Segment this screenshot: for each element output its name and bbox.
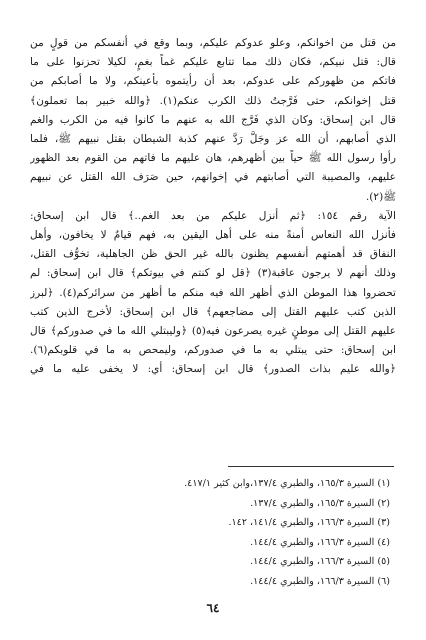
footnote: (١) السيرة ١٦٥/٣، والطبري ١٣٧/٤،وابن كثير ٤١٧/١. xyxy=(184,478,390,489)
footnote: (٥) السيرة ١٦٦/٣، والطبري ١٤٤/٤. xyxy=(250,556,390,567)
text-line: فاتكم من ظهوركم على عدوكم، بعد أن رأيتموه بأعينكم، ولا ما أصابكم من xyxy=(30,75,396,88)
text-line: تحضروا هذا الموطن الذي أظهر الله فيه منكم ما أظهر من سرائركم(٤). ﴿لبرز xyxy=(30,286,396,299)
footnote: (٦) السيرة ١٦٦/٣، والطبري ١٤٤/٤. xyxy=(250,575,390,587)
text-line: الذي أصابهم، أن الله عز وجَلَّ رَدَّ عنهم كذبة الشيطان بقتل نبيهم ﷺ، فلما xyxy=(30,133,396,146)
footnote-divider xyxy=(228,466,394,467)
text-line: قال: قتل نبيكم، فكان ذلك مما تتابع عليكم غماً بغمٍ، لكيلا تحزنوا على ما xyxy=(30,56,396,69)
main-text xyxy=(30,34,396,380)
footnotes xyxy=(30,474,390,591)
footnote: (٢) السيرة ١٦٥/٣، والطبري ١٣٧/٤. xyxy=(250,497,390,509)
text-line: عليهم، والمصيبة التي أصابتهم في إخوانهم، حين صَرَف الله القتل عن نبيهم xyxy=(30,171,396,184)
text-line: من قتل من اخوانكم، وعلو عدوكم عليكم، وبما وقع في أنفسكم من قولٍ من xyxy=(30,37,396,49)
text-line: ﷺ(٢). xyxy=(365,190,396,203)
text-line: ابن إسحاق: حتى يبتلي به ما في صدوركم، وليمحص به ما في قلوبكم(٦). xyxy=(30,344,396,357)
text-line: رأوا رسول الله ﷺ حياً بين أظهرهم، هان عليهم ما فاتهم من القوم بعد الظهور xyxy=(30,152,396,165)
page-number: ٦٤ xyxy=(206,601,220,615)
text-line: الآية رقم ١٥٤: ﴿ثم أنزل عليكم من بعد الغم..﴾ قال ابن إسحاق: xyxy=(30,209,396,222)
footnote: (٣) السيرة ١٦٦/٣، والطبري ١٤١/٤، ١٤٢. xyxy=(228,517,390,528)
text-line: فأنزل الله النعاس أمنةً منه على أهل اليقين به، فهم قيامٌ لا يخافون، وأهل xyxy=(30,229,396,242)
text-line: عليهم القتل إلى موطنٍ غيره يصرعون فيه(٥) ﴿وليبتلي الله ما في صدوركم﴾ قال xyxy=(30,325,396,338)
text-line: ﴿والله عليم بذات الصدور﴾ قال ابن إسحاق: أي: لا يخفى عليه ما في xyxy=(30,363,396,376)
text-line: وذلك أنهم لا يرجون عاقبة(٣) ﴿قل لو كنتم في بيوتكم﴾ قال ابن إسحاق: لم xyxy=(30,267,396,280)
text-line: النفاق قد أهمتهم أنفسهم يظنون بالله غير الحق ظن الجاهلية، تخوُّف القتل، xyxy=(30,248,396,261)
text-line: الذين كتب عليهم القتل إلى مضاجعهم﴾ قال ابن إسحاق: لأخرج الذين كتب xyxy=(30,305,396,318)
text-line: قال ابن إسحاق: وكان الذي فَرَّج الله به عنهم ما كانوا فيه من الكرب والغم xyxy=(30,113,396,126)
footnote: (٤) السيرة ١٦٦/٣، والطبري ١٤٤/٤. xyxy=(250,536,390,548)
text-line: قتل إخوانكم، حتى فَرَّجتُ ذلك الكرب عنكم(١). ﴿والله خبير بما تعملون﴾ xyxy=(30,94,396,107)
